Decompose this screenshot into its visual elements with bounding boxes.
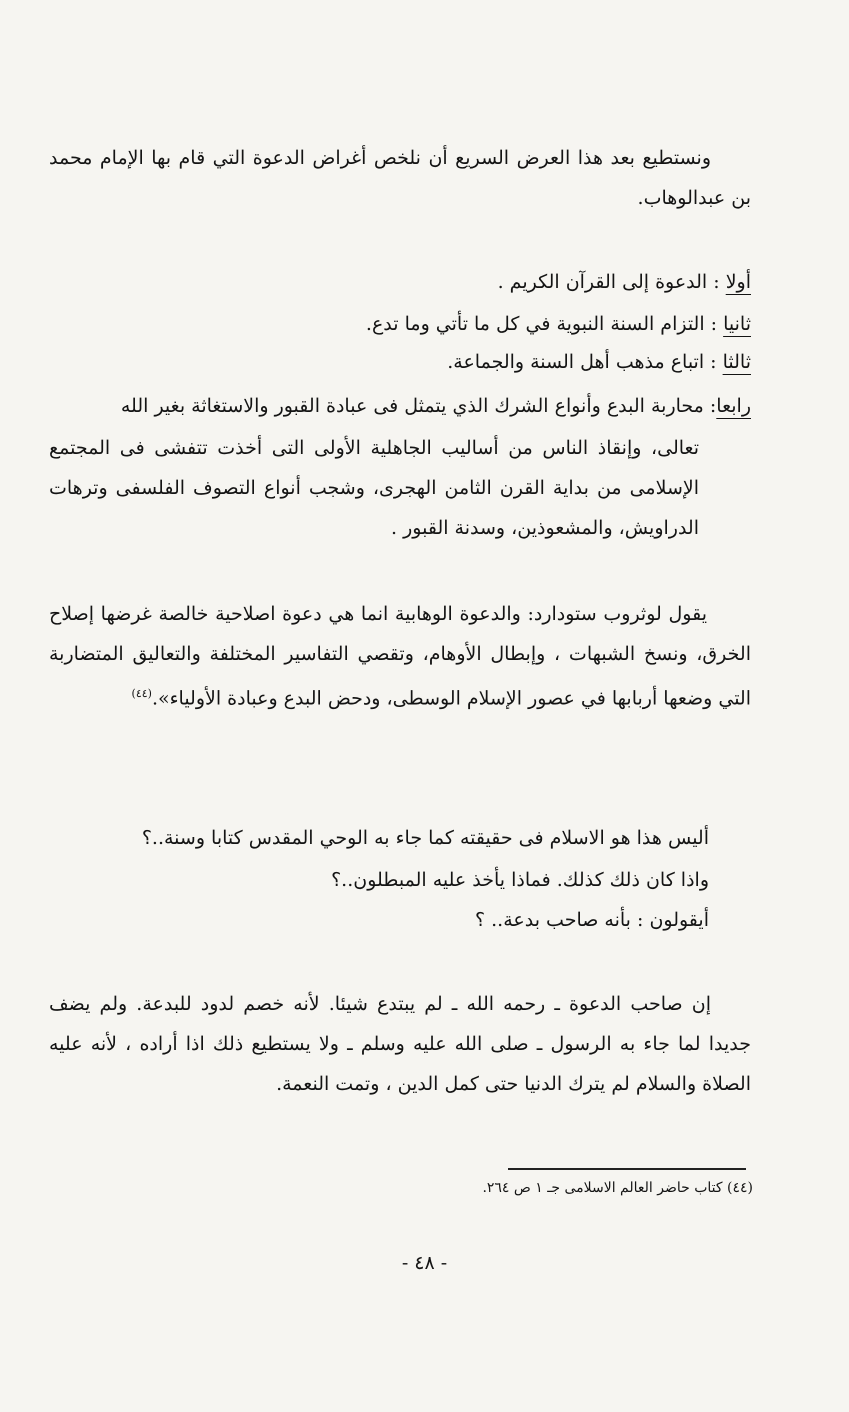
question-2: واذا كان ذلك كذلك. فماذا يأخذ عليه المبطلون..؟ [331,869,709,891]
closing-paragraph: إن صاحب الدعوة ـ رحمه الله ـ لم يبتدع شيئا. لأنه خصم لدود للبدعة. ولم يضف جديدا لما جاء به الرسول ـ صلى الله عليه وسلم ـ ولا يستطيع ذلك اذا أراده ، لأنه عليه الصلاة والسلام لم يترك الدنيا حتى كمل الدين ، وتمت النعمة. [49,993,751,1095]
intro-paragraph: ونستطيع بعد هذا العرض السريع أن نلخص أغراض الدعوة التي قام بها الإمام محمد بن عبدالوهاب. [49,147,751,209]
footnote: (٤٤) كتاب حاضر العالم الاسلامى جـ ١ ص ٢٦٤. [482,1180,753,1196]
list-item-2-label: ثانيا [723,313,751,335]
page-number: - ٤٨ - [401,1252,448,1274]
list-item-3-label: ثالثا [722,351,751,373]
quote-footnote-ref: (٤٤) [131,687,152,700]
list-item-1 [498,268,751,296]
list-item-4-label: رابعا [716,395,751,417]
list-item-3-text: : اتباع مذهب أهل السنة والجماعة. [447,351,723,373]
list-item-4-continuation: تعالى، وإنقاذ الناس من أساليب الجاهلية الأولى التى أخذت تتفشى فى المجتمع الإسلامى من بداية القرن الثامن الهجرى، وشجب أنواع التصوف الفلسفى وترهات الدراويش، والمشعوذين، وسدنة القبور . [49,437,699,539]
question-1: أليس هذا هو الاسلام فى حقيقته كما جاء به الوحي المقدس كتابا وسنة..؟ [141,827,709,849]
list-item-4 [121,392,751,420]
quote-paragraph [49,594,751,718]
list-item-2 [366,310,751,338]
list-item-1-text: : الدعوة إلى القرآن الكريم . [497,271,726,293]
list-item-1-label: أولا [725,271,751,293]
list-item-2-text: : التزام السنة النبوية في كل ما تأتي وما تدع. [365,313,724,335]
list-item-4-text: : محاربة البدع وأنواع الشرك الذي يتمثل فى عبادة القبور والاستغاثة بغير الله [120,395,717,417]
list-item-3 [447,348,751,376]
footnote-divider [508,1168,746,1170]
question-3: أيقولون : بأنه صاحب بدعة.. ؟ [475,909,709,931]
quote-text: يقول لوثروب ستودارد: والدعوة الوهابية انما هي دعوة اصلاحية خالصة غرضها إصلاح الخرق، ونسخ الشبهات ، وإبطال الأوهام، وتقصي التفاسير المختلفة والتعاليق المتضاربة التي وضعها أربابها في عصور الإسلام الوسطى، ودحض البدع وعبادة الأولياء». [49,603,751,710]
